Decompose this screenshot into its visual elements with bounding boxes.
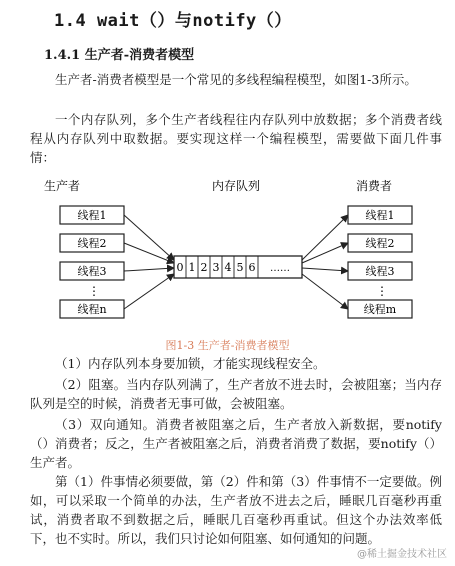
queue-cell-1: 1 bbox=[188, 261, 196, 274]
subsection-title: 1.4.1 生产者-消费者模型 bbox=[44, 48, 195, 63]
consumer-thread-2-label: 线程2 bbox=[365, 237, 395, 250]
memory-queue bbox=[174, 256, 302, 278]
section-title: 1.4 wait（）与notify（） bbox=[54, 11, 292, 31]
producer-thread-1-label: 线程1 bbox=[77, 209, 107, 222]
consumer-thread-3 bbox=[348, 262, 412, 280]
producer-thread-2-label: 线程2 bbox=[77, 237, 107, 250]
consumer-ellipsis: ⋮ bbox=[376, 284, 388, 298]
consumer-title: 消费者 bbox=[356, 179, 393, 193]
requirements-paragraph: 一个内存队列，多个生产者线程往内存队列中放数据；多个消费者线程从内存队列中取数据。要实现这样一个编程模型，需要做下面几件事情： bbox=[30, 112, 442, 165]
queue-cell-4: 4 bbox=[224, 261, 232, 274]
closing-paragraph: 第（1）件事情必须要做，第（2）件和第（3）件事情不一定要做。例如，可以采取一个简单的办法，生产者放不进去之后，睡眠几百毫秒再重试，消费者取不到数据之后，睡眠几百毫秒再重试。但这个办法效率低下，也不实时。所以，我们只讨论如何阻塞、如何通知的问题。 bbox=[30, 474, 442, 546]
queue-cell-0: 0 bbox=[176, 261, 184, 274]
producer-thread-n bbox=[60, 300, 124, 318]
intro-paragraph: 生产者-消费者模型是一个常见的多线程编程模型，如图1-3所示。 bbox=[55, 72, 417, 87]
queue-cell-5: 5 bbox=[236, 261, 244, 274]
producer-title: 生产者 bbox=[44, 179, 81, 193]
consumer-thread-1 bbox=[348, 206, 412, 224]
consumer-thread-m-label: 线程m bbox=[363, 303, 397, 316]
consumer-thread-3-label: 线程3 bbox=[365, 265, 395, 278]
queue-cell-more: …… bbox=[270, 263, 290, 274]
list-item-1: （1）内存队列本身要加锁，才能实现线程安全。 bbox=[55, 356, 326, 371]
queue-cell-6: 6 bbox=[248, 261, 256, 274]
queue-cell-3: 3 bbox=[212, 261, 220, 274]
consumer-arrows bbox=[302, 215, 348, 309]
consumer-thread-1-label: 线程1 bbox=[365, 209, 395, 222]
producer-consumer-diagram bbox=[30, 178, 430, 330]
figure-caption: 图1-3 生产者-消费者模型 bbox=[165, 339, 290, 352]
consumer-thread-2 bbox=[348, 234, 412, 252]
list-item-3: （3）双向通知。消费者被阻塞之后，生产者放入新数据，要notify（）消费者；反之，生产者被阻塞之后，消费者消费了数据，要notify（）生产者。 bbox=[30, 417, 442, 470]
producer-ellipsis: ⋮ bbox=[88, 284, 100, 298]
producer-thread-n-label: 线程n bbox=[77, 303, 107, 316]
queue-cell-2: 2 bbox=[200, 261, 208, 274]
list-item-2: （2）阻塞。当内存队列满了，生产者放不进去时，会被阻塞；当内存队列是空的时候，消费者无事可做，会被阻塞。 bbox=[30, 377, 442, 411]
consumer-thread-m bbox=[348, 300, 412, 318]
producer-thread-1 bbox=[60, 206, 124, 224]
producer-thread-3 bbox=[60, 262, 124, 280]
producer-arrows bbox=[124, 215, 174, 309]
queue-title: 内存队列 bbox=[212, 179, 261, 193]
watermark: @稀土掘金技术社区 bbox=[357, 549, 447, 560]
producer-thread-3-label: 线程3 bbox=[77, 265, 107, 278]
producer-thread-2 bbox=[60, 234, 124, 252]
